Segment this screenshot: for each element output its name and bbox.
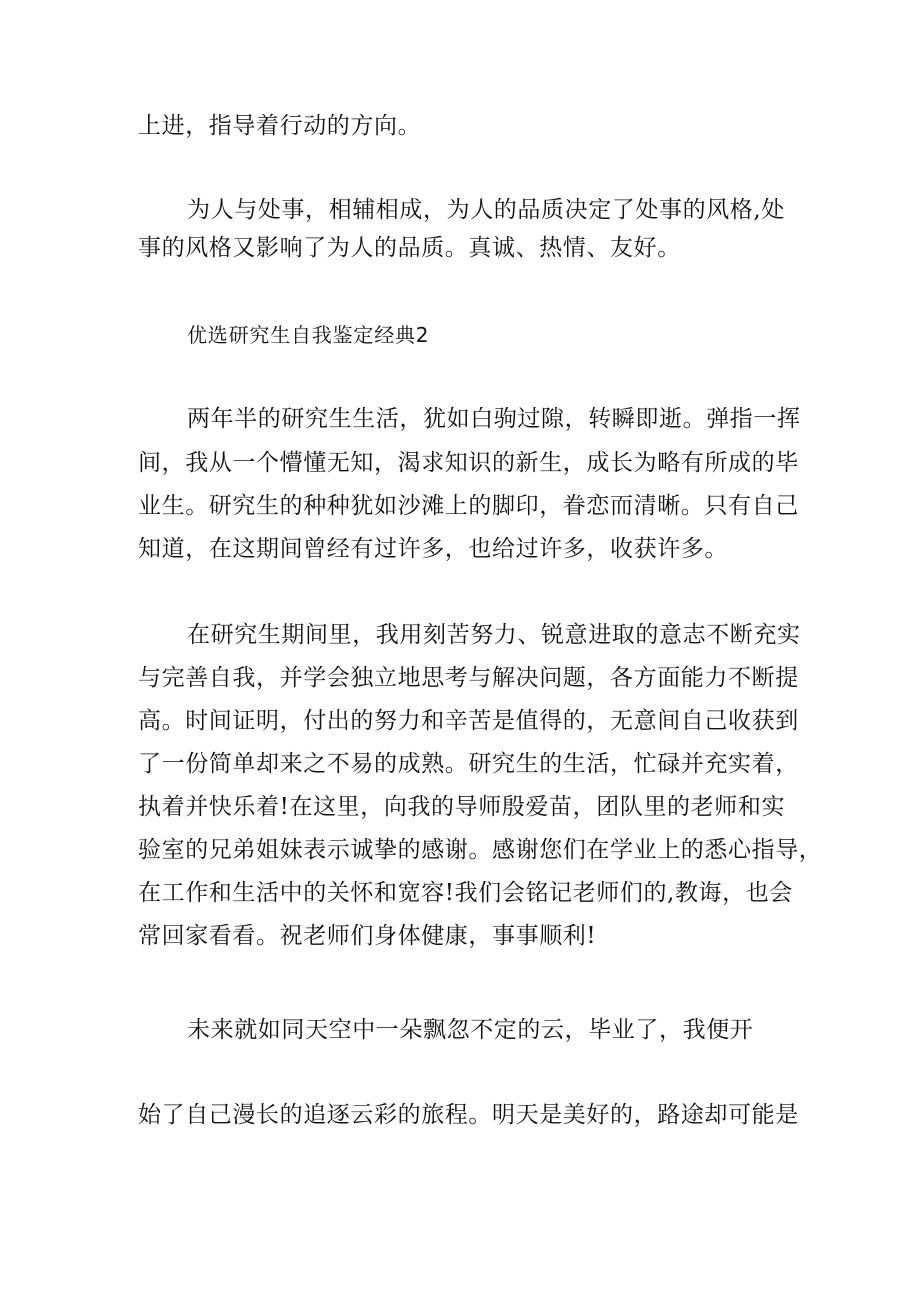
paragraph-line: 两年半的研究生生活，犹如白驹过隙，转瞬即逝。弹指一挥 (187, 406, 801, 432)
paragraph-line: 在工作和生活中的关怀和宽容!我们会铭记老师们的,教诲，也会 (138, 880, 793, 906)
paragraph-line: 常回家看看。祝老师们身体健康，事事顺利! (138, 923, 597, 949)
paragraph-line: 始了自己漫长的追逐云彩的旅程。明天是美好的，路途却可能是 (138, 1102, 799, 1128)
section-heading: 优选研究生自我鉴定经典2 (187, 323, 430, 347)
paragraph-line: 知道，在这期间曾经有过许多，也给过许多，收获许多。 (138, 536, 728, 562)
paragraph-line: 业生。研究生的种种犹如沙滩上的脚印，眷恋而清晰。只有自己 (138, 493, 799, 519)
paragraph-line: 在研究生期间里，我用刻苦努力、锐意进取的意志不断充实 (187, 622, 801, 648)
paragraph-line: 执着并快乐着!在这里，向我的导师殷爱苗，团队里的老师和实 (138, 794, 786, 820)
paragraph-line: 上进，指导着行动的方向。 (138, 113, 422, 139)
paragraph-line: 事的风格又影响了为人的品质。真诚、热情、友好。 (138, 235, 681, 261)
paragraph-line: 了一份简单却来之不易的成熟。研究生的生活，忙碌并充实着， (138, 751, 799, 777)
paragraph-line: 为人与处事，相辅相成，为人的品质决定了处事的风格,处 (187, 197, 785, 223)
paragraph-line: 间，我从一个懵懂无知，渴求知识的新生，成长为略有所成的毕 (138, 450, 799, 476)
paragraph-line: 验室的兄弟姐妹表示诚挚的感谢。感谢您们在学业上的悉心指导， (138, 837, 823, 863)
paragraph-line: 高。时间证明，付出的努力和辛苦是值得的，无意间自己收获到 (138, 708, 799, 734)
paragraph-line: 与完善自我，并学会独立地思考与解决问题，各方面能力不断提 (138, 665, 799, 691)
paragraph-line: 未来就如同天空中一朵飘忽不定的云，毕业了，我便开 (187, 1017, 754, 1043)
